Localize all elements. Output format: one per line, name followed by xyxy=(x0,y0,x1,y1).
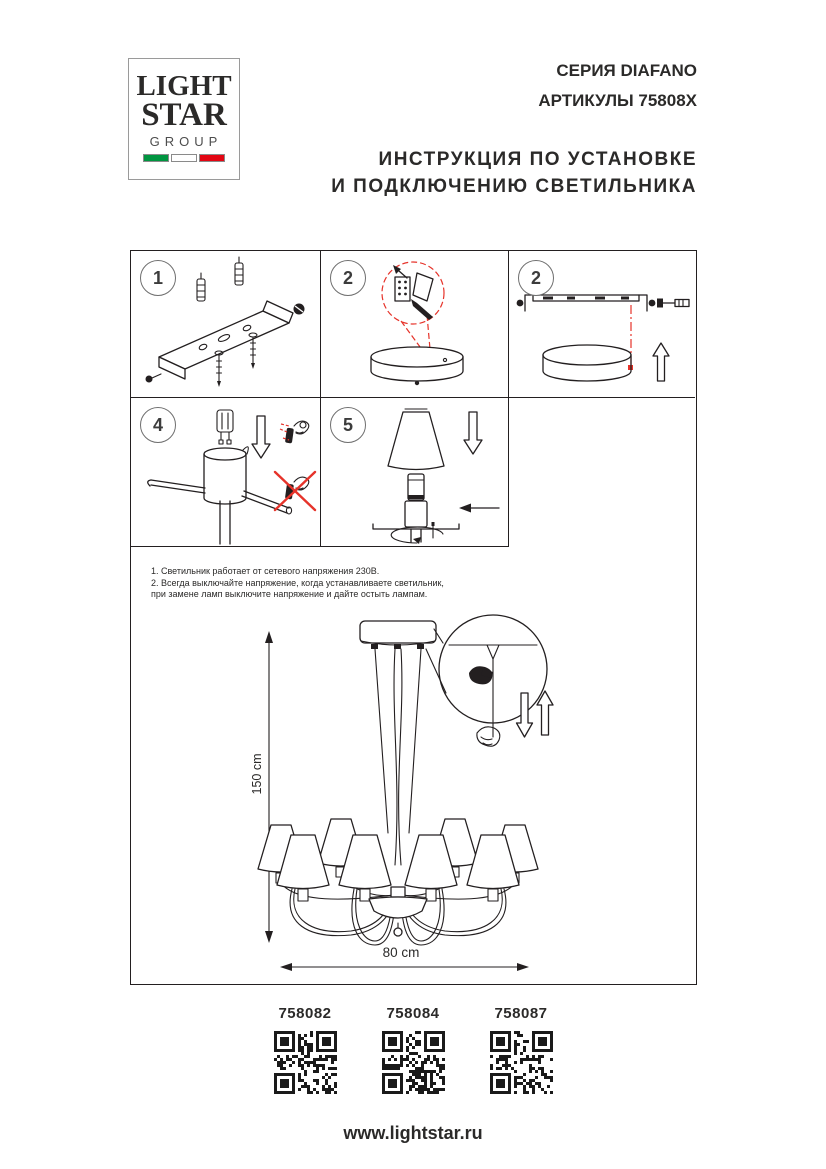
step-5-panel xyxy=(321,398,509,547)
chandelier-dimension-drawing xyxy=(131,547,695,983)
step-1-panel xyxy=(131,251,321,398)
qr-code-758087 xyxy=(490,1031,553,1094)
article-number: 758084 xyxy=(386,1005,440,1022)
flag-white-segment xyxy=(171,154,197,162)
height-dimension-label: 150 cm xyxy=(250,753,264,795)
document-title-line2: И ПОДКЛЮЧЕНИЮ СВЕТИЛЬНИКА xyxy=(331,176,697,197)
step-4-panel xyxy=(131,398,321,547)
product-qr-section xyxy=(0,1005,826,1094)
step-2-panel xyxy=(321,251,509,398)
document-title-line1: ИНСТРУКЦИЯ ПО УСТАНОВКЕ xyxy=(378,149,697,170)
document-title xyxy=(217,146,697,200)
product-item xyxy=(380,1005,446,1094)
warning-line-3: при замене ламп выключите напряжение и дайте остыть лампам. xyxy=(151,589,428,599)
qr-code-758082 xyxy=(274,1031,337,1094)
qr-code-758084 xyxy=(382,1031,445,1094)
step-5-number: 5 xyxy=(330,407,366,443)
step-2-number: 2 xyxy=(330,260,366,296)
header-text xyxy=(217,60,697,200)
website-url: www.lightstar.ru xyxy=(343,1123,483,1143)
logo-text-group: GROUP xyxy=(149,134,223,149)
logo-text-star: STAR xyxy=(141,97,227,133)
warning-line-2: 2. Всегда выключайте напряжение, когда устанавливаете светильник, xyxy=(151,577,444,588)
warning-line-1: 1. Светильник работает от сетевого напряжения 230В. xyxy=(151,566,380,576)
width-dimension-label: 80 cm xyxy=(382,945,420,960)
step-1-number: 1 xyxy=(140,260,176,296)
step-4-number: 4 xyxy=(140,407,176,443)
flag-green-segment xyxy=(143,154,169,162)
logo-text-light: LIGHT xyxy=(136,70,232,102)
step-2b-panel xyxy=(509,251,695,398)
article-number: 758087 xyxy=(494,1005,548,1022)
article-number: 758082 xyxy=(278,1005,332,1022)
series-name: СЕРИЯ DIAFANO xyxy=(556,61,697,80)
instruction-figure-frame xyxy=(130,250,697,985)
articles-code: АРТИКУЛЫ 75808X xyxy=(538,91,697,110)
product-item xyxy=(272,1005,338,1094)
step-2b-number: 2 xyxy=(518,260,554,296)
product-item xyxy=(488,1005,554,1094)
